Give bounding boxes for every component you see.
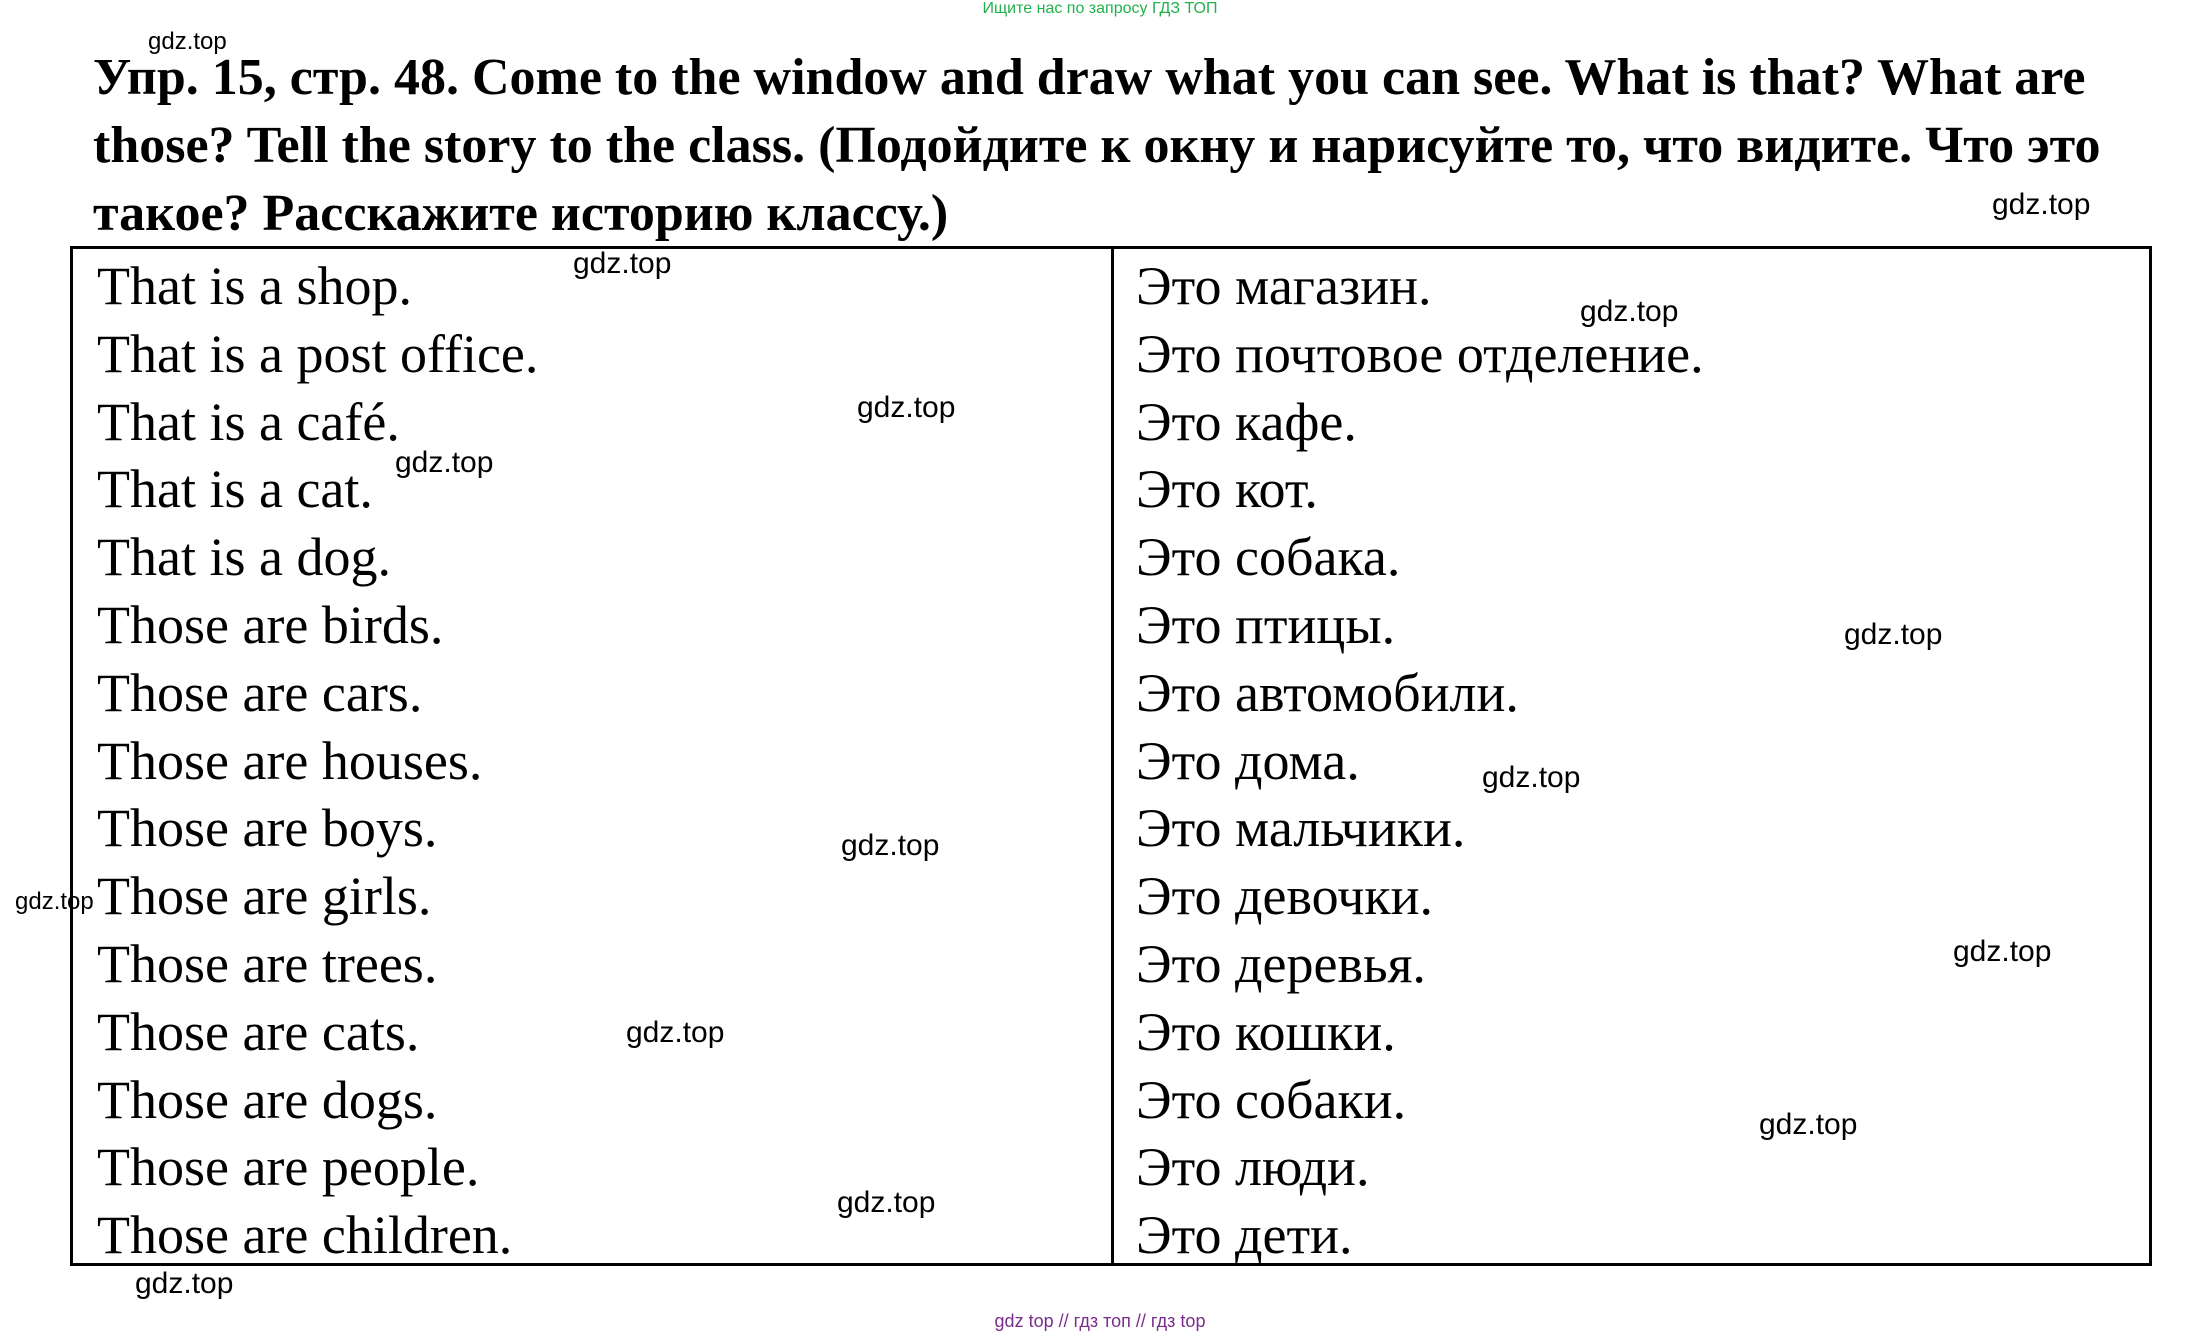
watermark: gdz.top: [626, 1016, 725, 1049]
exercise-heading: Упр. 15, стр. 48. Come to the window and draw what you can see. What is that? What are those? Tell the story to the class. (Подойдите к окну и нарисуйте то, что видите. Что это такое? Расскажите историю классу.): [93, 49, 2101, 242]
russian-row: Это автомобили.: [1136, 662, 1519, 723]
russian-row: Это дети.: [1136, 1205, 1353, 1266]
english-row: That is a post office.: [97, 323, 539, 384]
russian-row: Это кошки.: [1136, 1001, 1396, 1062]
english-row: Those are cars.: [97, 662, 423, 723]
russian-row: Это дома.: [1136, 730, 1360, 791]
english-row: Those are girls.: [97, 866, 432, 927]
english-row: Those are birds.: [97, 594, 444, 655]
english-row: Those are houses.: [97, 730, 483, 791]
russian-row: Это почтовое отделение.: [1136, 323, 1704, 384]
watermark: gdz.top: [573, 247, 672, 280]
watermark: gdz.top: [1482, 761, 1581, 794]
watermark: gdz.top: [841, 829, 940, 862]
watermark: gdz.top: [395, 446, 494, 479]
russian-row: Это люди.: [1136, 1137, 1370, 1198]
russian-row: Это собаки.: [1136, 1069, 1407, 1130]
russian-row: Это собака.: [1136, 527, 1401, 588]
english-row: Those are people.: [97, 1137, 480, 1198]
watermark: gdz.top: [148, 28, 227, 55]
english-row: Those are dogs.: [97, 1069, 438, 1130]
russian-row: Это девочки.: [1136, 866, 1433, 927]
footer-links: gdz top // гдз топ // гдз top: [994, 1311, 1206, 1331]
russian-row: Это птицы.: [1136, 594, 1396, 655]
watermark: gdz.top: [15, 888, 94, 915]
english-row: That is a dog.: [97, 527, 391, 588]
watermark: gdz.top: [1992, 188, 2091, 221]
english-column: [73, 249, 1114, 1266]
watermark: gdz.top: [1844, 618, 1943, 651]
russian-column: [1114, 249, 2149, 1266]
russian-row: Это мальчики.: [1136, 798, 1466, 859]
english-row: Those are children.: [97, 1205, 513, 1266]
top-banner: Ищите нас по запросу ГДЗ ТОП: [982, 0, 1218, 17]
watermark: gdz.top: [135, 1267, 234, 1300]
watermark: gdz.top: [857, 391, 956, 424]
english-row: Those are trees.: [97, 933, 438, 994]
russian-row: Это магазин.: [1136, 256, 1432, 316]
russian-row: Это деревья.: [1136, 933, 1426, 994]
watermark: gdz.top: [837, 1186, 936, 1219]
english-row: Those are boys.: [97, 798, 438, 859]
english-row: That is a cat.: [97, 459, 373, 520]
watermark: gdz.top: [1953, 935, 2052, 968]
english-row: That is a café.: [97, 391, 400, 452]
english-row: That is a shop.: [97, 256, 412, 316]
english-row: Those are cats.: [97, 1001, 420, 1062]
watermark: gdz.top: [1580, 295, 1679, 328]
russian-row: Это кафе.: [1136, 391, 1357, 452]
watermark: gdz.top: [1759, 1108, 1858, 1141]
russian-row: Это кот.: [1136, 459, 1318, 520]
